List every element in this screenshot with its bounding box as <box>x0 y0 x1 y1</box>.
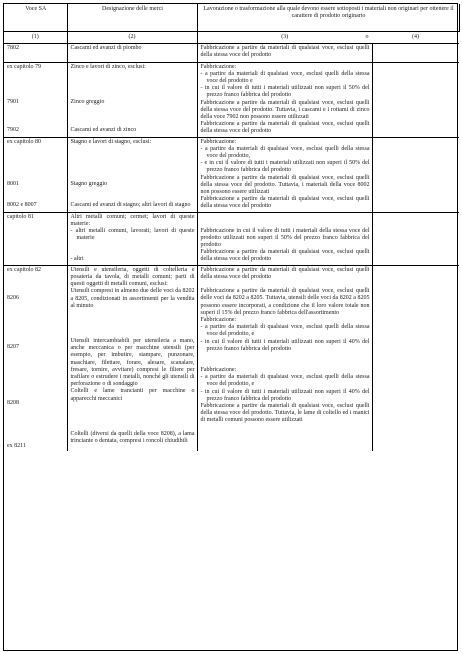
code-8002-8007: 8002 e 8007 <box>7 202 37 209</box>
desc-ex82: Utensili e utensileria, oggetti di coltelleria e posateria da tavola, di metalli comuni; parti di questi oggetti di metalli comuni, esclusi: <box>70 266 195 288</box>
description-cell <box>67 137 197 212</box>
col-number-3: (3) <box>281 34 289 40</box>
col-or-marker: o <box>365 34 369 40</box>
origin-rules-table <box>4 4 460 451</box>
code-ex80: ex capitolo 80 <box>7 138 41 145</box>
description-cell <box>67 212 197 265</box>
rule-8206: Fabbricazione a partire da materiali di qualsiasi voce, esclusi quelli delle voci da 8202 a 8205. Tuttavia, utensili delle voci da 8202 a 8205 possono essere incorporati, a condizione che il loro valore totale non superi il 15% del prezzo franco fabbrica dell'assortimento <box>200 288 370 316</box>
desc-8208: Coltelli e lame trancianti per macchine o apparecchi meccanici <box>70 388 195 402</box>
code-ex8211: ex 8211 <box>7 442 26 449</box>
code-cell <box>4 62 67 137</box>
rule-ex79-bullet-1: - a partire da materiali di qualsiasi voce, esclusi quelli della stessa voce del prodotto e <box>200 70 370 85</box>
rule-8001: Fabbricazione a partire da materiali di qualsiasi voce, esclusi quelli della stessa voce del prodotto. Tuttavia, i materiali della voce 8002 non possono essere utilizzati <box>200 174 370 196</box>
rule-8207-bullet-2: - in cui il valore di tutti i materiali utilizzati non superi il 40% del prezzo franco fabbrica del prodotto <box>200 338 370 352</box>
rule-ex79-bullet-2: - in cui il valore di tutti i materiali utilizzati non superi il 50% del prezzo franco fabbrica del prodotto <box>200 85 370 99</box>
rule-ex79-intro: Fabbricazione: <box>200 63 237 70</box>
rule-cell <box>197 212 372 265</box>
desc-8206: Utensili compresi in almeno due delle voci da 8202 a 8205, condizionati in assortimenti per la vendita al minuto <box>70 288 195 309</box>
rule-cap81-2: Fabbricazione a partire da materiali di qualsiasi voce, esclusi quelli della stessa voce del prodotto <box>200 249 370 263</box>
desc-7901: Zinco greggio <box>70 98 105 105</box>
code-8207: 8207 <box>7 344 19 351</box>
desc-8207: Utensili intercambiabili per utensileria a mano, anche meccanica o per macchine utensili (per esempio, per imbutire, stampare, punzonare, maschiare, filettare, forare, alesare, scanalare, fresare, tornire, avvitare) compresi le filiere per trafilare o estrudere i metalli, nonché gli utensili di perforazione o di sondaggio <box>70 337 195 388</box>
col-number-4: (4) <box>372 32 459 44</box>
description-cell: Cascami ed avanzi di piombo <box>67 44 197 62</box>
code-8001: 8001 <box>7 180 19 187</box>
desc-cap81: Altri metalli comuni; cermet; lavori di queste materie: <box>70 213 195 227</box>
header-voce-sa: Voce SA <box>4 4 67 32</box>
column-number-row <box>4 32 459 44</box>
desc-7902: Cascami ed avanzi di zinco <box>70 127 137 134</box>
code-ex82: ex capitolo 82 <box>7 266 41 273</box>
alt-rule-cell <box>372 265 459 451</box>
rule-8207-bullet-1: - a partire da materiali di qualsiasi voce, esclusi quelli della stessa voce del prodotto, e <box>200 324 370 338</box>
rule-7901: Fabbricazione a partire da materiali di qualsiasi voce, esclusi quelli della stessa voce del prodotto. Tuttavia, i cascami e i rottami di zinco della voce 7902 non possono essere utilizzati <box>200 99 370 121</box>
desc-ex80: Stagno e lavori di stagno, esclusi: <box>70 138 152 145</box>
table-row <box>4 137 459 212</box>
rule-ex80-intro: Fabbricazione: <box>200 138 237 145</box>
desc-8002-8007: Cascami ed avanzi di stagno; altri lavori di stagno <box>70 202 191 209</box>
code-cell: 7802 <box>4 44 67 62</box>
code-cell <box>4 265 67 451</box>
code-ex79: ex capitolo 79 <box>7 63 41 70</box>
code-cell: capitolo 81 <box>4 212 67 265</box>
rule-cap81-1: Fabbricazione in cui il valore di tutti i materiali della stessa voce del prodotto utilizzati non superi il 50% del prezzo franco fabbrica del prodotto <box>200 227 370 249</box>
code-8206: 8206 <box>7 294 19 301</box>
description-cell <box>67 265 197 451</box>
header-designazione: Designazione delle merci <box>67 4 197 32</box>
rule-8207-intro: Fabbricazione: <box>200 316 237 323</box>
rule-8002-8007: Fabbricazione a partire da materiali di qualsiasi voce, esclusi quelli della stessa voce del prodotto <box>200 196 370 210</box>
desc-cap81-bullet-1: - altri metalli comuni, lavorati; lavori di queste materie <box>70 228 195 242</box>
alt-rule-cell <box>372 44 459 62</box>
col-number-2: (2) <box>67 32 197 44</box>
rule-ex80-bullet-1: - a partire da materiali di qualsiasi voce, esclusi quelli della stessa voce del prodotto, <box>200 145 370 160</box>
table-row <box>4 212 459 265</box>
desc-8001: Stagno greggio <box>70 180 107 187</box>
description-cell <box>67 62 197 137</box>
table-row <box>4 62 459 137</box>
rule-7902: Fabbricazione a partire da materiali di qualsiasi voce, esclusi quelli della stessa voce del prodotto <box>200 121 370 135</box>
header-lavorazione: Lavorazione o trasformazione alla quale devono essere sottoposti i materiali non originari per ottenere il carattere di prodotto originario <box>197 4 459 32</box>
col-number-1: (1) <box>4 32 67 44</box>
rule-ex80-bullet-2: - e in cui il valore di tutti i materiali utilizzati non superi il 50% del prezzo franco fabbrica del prodotto <box>200 160 370 174</box>
rule-cell <box>197 265 372 451</box>
rule-8208-intro: Fabbricazione: <box>200 366 237 373</box>
rule-cell: Fabbricazione a partire da materiali di qualsiasi voce, esclusi quelli della stessa voce del prodotto <box>197 44 372 62</box>
rule-cell <box>197 137 372 212</box>
desc-ex8211: Coltelli (diversi da quelli della voce 8208), a lama trinciante o dentata, compresi i roncoli chiudibili <box>70 430 195 444</box>
table-header-row <box>4 4 459 32</box>
code-7902: 7902 <box>7 127 19 134</box>
table-row <box>4 265 459 451</box>
rule-cell <box>197 62 372 137</box>
code-7901: 7901 <box>7 98 19 105</box>
rule-8208-bullet-1: - a partire da materiali di qualsiasi voce, esclusi quelli della stessa voce del prodotto, e <box>200 374 370 388</box>
desc-ex79: Zinco e lavori di zinco, esclusi: <box>70 63 146 70</box>
rule-ex82: Fabbricazione a partire da materiali di qualsiasi voce, esclusi quelli della stessa voce del prodotto <box>200 266 370 280</box>
code-8208: 8208 <box>7 400 19 407</box>
alt-rule-cell <box>372 62 459 137</box>
rules-table-page <box>3 3 458 651</box>
alt-rule-cell <box>372 137 459 212</box>
table-row <box>4 44 459 62</box>
desc-cap81-bullet-2: - altri <box>70 256 84 263</box>
col-number-3-cell <box>197 32 372 44</box>
alt-rule-cell <box>372 212 459 265</box>
rule-ex8211: Fabbricazione a partire da materiali di qualsiasi voce, esclusi quelli della stessa voce del prodotto. Tuttavia, le lame di coltello ed i manici di metalli comuni possono essere utilizzati <box>200 402 370 424</box>
code-cell <box>4 137 67 212</box>
rule-8208-bullet-2: - in cui il valore di tutti i materiali utilizzati non superi il 40% del prezzo franco fabbrica del prodotto <box>200 388 370 402</box>
